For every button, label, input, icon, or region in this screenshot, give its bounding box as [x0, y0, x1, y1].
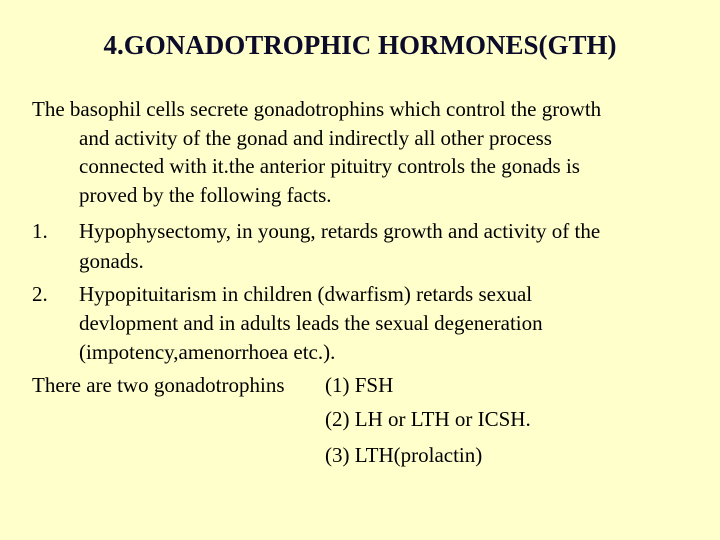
intro-line: proved by the following facts.: [79, 183, 332, 207]
slide-title: 4.GONADOTROPHIC HORMONES(GTH): [103, 30, 617, 60]
gonadotrophin-item: (2) LH or LTH or ICSH.: [325, 407, 531, 431]
fact-line: (impotency,amenorrhoea etc.).: [79, 340, 336, 364]
intro-line: The basophil cells secrete gonadotrophins which control the growth: [32, 97, 602, 121]
intro-line: and activity of the gonad and indirectly all other process: [79, 126, 552, 150]
fact-number: 1.: [32, 219, 48, 243]
gonadotrophins-lead: There are two gonadotrophins: [32, 373, 285, 397]
gonadotrophin-item: (1) FSH: [325, 373, 394, 397]
fact-line: Hypophysectomy, in young, retards growth and activity of the: [79, 219, 601, 243]
intro-line: connected with it.the anterior pituitry controls the gonads is: [79, 154, 580, 178]
fact-line: devlopment and in adults leads the sexual degeneration: [79, 311, 543, 335]
gonadotrophin-item: (3) LTH(prolactin): [325, 443, 483, 467]
fact-number: 2.: [32, 282, 48, 306]
fact-line: gonads.: [79, 249, 144, 273]
fact-line: Hypopituitarism in children (dwarfism) retards sexual: [79, 282, 533, 306]
